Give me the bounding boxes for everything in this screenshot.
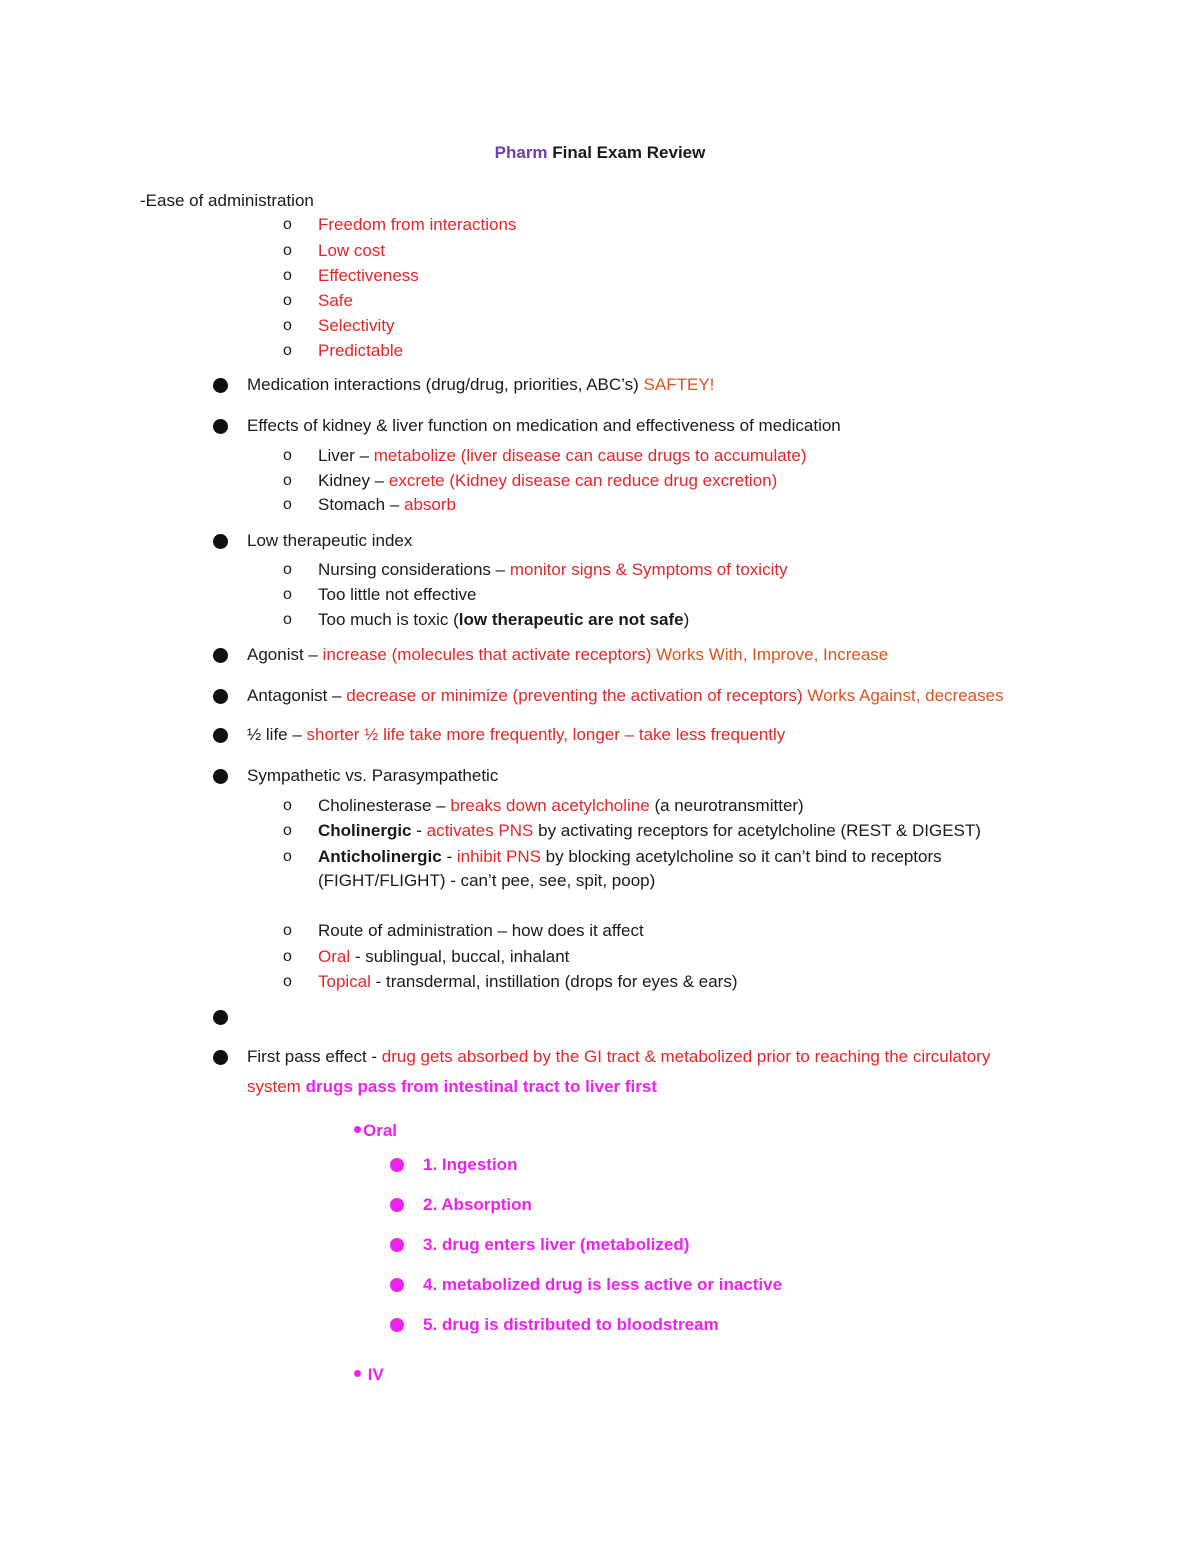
sub-bullet: o bbox=[283, 561, 292, 578]
ease-item-1: Freedom from interactions bbox=[318, 215, 517, 234]
title-pharm: Pharm bbox=[494, 143, 548, 162]
safety-text: SAFTEY! bbox=[643, 375, 715, 394]
pink-bullet bbox=[390, 1238, 404, 1252]
bullet-dot bbox=[213, 648, 228, 663]
sub-bullet: o bbox=[283, 973, 292, 990]
sub-bullet: o bbox=[283, 496, 292, 513]
oral-step-3: 3. drug enters liver (metabolized) bbox=[423, 1235, 690, 1254]
liver-desc: metabolize (liver disease can cause drugs to accumulate) bbox=[373, 446, 807, 465]
oral-step-5: 5. drug is distributed to bloodstream bbox=[423, 1315, 719, 1334]
bullet-dot bbox=[213, 769, 228, 784]
bullet-dot bbox=[213, 419, 228, 434]
small-dot bbox=[354, 1370, 361, 1377]
anticholinergic-red: inhibit PNS bbox=[456, 847, 541, 866]
sub-bullet: o bbox=[283, 922, 292, 939]
oral-desc: - sublingual, buccal, inhalant bbox=[350, 947, 570, 966]
liver-label: Liver – bbox=[318, 446, 374, 465]
antagonist-desc: decrease or minimize (preventing the activation of receptors) bbox=[346, 686, 808, 705]
agonist-desc: increase (molecules that activate receptors) bbox=[322, 645, 657, 664]
antagonist-label: Antagonist – bbox=[247, 686, 347, 705]
oral-step-4: 4. metabolized drug is less active or inactive bbox=[423, 1275, 783, 1294]
route-item: Route of administration – how does it affect bbox=[318, 921, 644, 940]
cholinesterase-desc: breaks down acetylcholine bbox=[450, 796, 650, 815]
agonist-label: Agonist – bbox=[247, 645, 323, 664]
oral-label: Oral bbox=[318, 947, 351, 966]
bullet-dot bbox=[213, 534, 228, 549]
cholinergic-dash: - bbox=[411, 821, 427, 840]
cholinergic-end: by activating receptors for acetylcholine (REST & DIGEST) bbox=[533, 821, 981, 840]
anticholinergic-label: Anticholinergic bbox=[318, 847, 442, 866]
ease-item-2: Low cost bbox=[318, 241, 386, 260]
topical-desc: - transdermal, instillation (drops for eyes & ears) bbox=[370, 972, 738, 991]
sub-bullet: o bbox=[283, 342, 292, 359]
cholinergic-red: activates PNS bbox=[426, 821, 534, 840]
symp-heading: Sympathetic vs. Parasympathetic bbox=[247, 766, 499, 785]
sub-bullet: o bbox=[283, 216, 292, 233]
first-pass-note: drugs pass from intestinal tract to liver first bbox=[305, 1077, 657, 1096]
first-pass-item bbox=[247, 1046, 990, 1068]
sub-bullet: o bbox=[283, 848, 292, 865]
anticholinergic-line2: (FIGHT/FLIGHT) - can’t pee, see, spit, poop) bbox=[318, 871, 656, 890]
half-life-desc: shorter ½ life take more frequently, longer – take less frequently bbox=[306, 725, 786, 744]
sub-bullet: o bbox=[283, 472, 292, 489]
sub-bullet: o bbox=[283, 797, 292, 814]
kidney-item bbox=[318, 470, 777, 492]
agonist-note: Works With, Improve, Increase bbox=[656, 645, 889, 664]
oral-step-2: 2. Absorption bbox=[423, 1195, 532, 1214]
cholinesterase-label: Cholinesterase – bbox=[318, 796, 451, 815]
antagonist-note: Works Against, decreases bbox=[807, 686, 1004, 705]
bullet-dot bbox=[213, 728, 228, 743]
bullet-dot bbox=[213, 689, 228, 704]
oral-step-1: 1. Ingestion bbox=[423, 1155, 518, 1174]
sub-bullet: o bbox=[283, 822, 292, 839]
too-much-label: Too much is toxic ( bbox=[318, 610, 459, 629]
med-interactions-text: Medication interactions (drug/drug, priorities, ABC’s) bbox=[247, 375, 644, 394]
anticholinergic-end: by blocking acetylcholine so it can’t bind to receptors bbox=[540, 847, 942, 866]
nursing-label: Nursing considerations – bbox=[318, 560, 510, 579]
kidney-label: Kidney – bbox=[318, 471, 389, 490]
first-pass-label: First pass effect - bbox=[247, 1047, 382, 1066]
cholinergic-item bbox=[318, 820, 981, 842]
iv-heading-text: IV bbox=[363, 1365, 384, 1384]
ease-item-4: Safe bbox=[318, 291, 353, 310]
sub-bullet: o bbox=[283, 242, 292, 259]
sub-bullet: o bbox=[283, 447, 292, 464]
half-life-item bbox=[247, 724, 785, 746]
oral-route-item bbox=[318, 946, 569, 968]
antagonist-item bbox=[247, 685, 1004, 707]
stomach-label: Stomach – bbox=[318, 495, 404, 514]
topical-item bbox=[318, 971, 738, 993]
sub-bullet: o bbox=[283, 292, 292, 309]
anticholinergic-item bbox=[318, 846, 942, 868]
small-dot bbox=[354, 1126, 361, 1133]
cholinergic-label: Cholinergic bbox=[318, 821, 412, 840]
pink-bullet bbox=[390, 1158, 404, 1172]
oral-heading bbox=[354, 1120, 397, 1142]
sub-bullet: o bbox=[283, 586, 292, 603]
anticholinergic-dash: - bbox=[441, 847, 457, 866]
kidney-liver-heading: Effects of kidney & liver function on medication and effectiveness of medication bbox=[247, 416, 841, 435]
med-interactions bbox=[247, 374, 714, 396]
too-much-bold: low therapeutic are not safe bbox=[458, 610, 684, 629]
sub-bullet: o bbox=[283, 317, 292, 334]
too-much-end: ) bbox=[683, 610, 690, 629]
title-rest: Final Exam Review bbox=[547, 143, 706, 162]
ease-item-5: Selectivity bbox=[318, 316, 395, 335]
first-pass-line2 bbox=[247, 1076, 657, 1098]
iv-heading bbox=[354, 1364, 384, 1386]
half-life-label: ½ life – bbox=[247, 725, 307, 744]
nursing-item bbox=[318, 559, 788, 581]
kidney-desc: excrete (Kidney disease can reduce drug excretion) bbox=[388, 471, 778, 490]
pink-bullet bbox=[390, 1198, 404, 1212]
first-pass-desc: drug gets absorbed by the GI tract & metabolized prior to reaching the circulatory bbox=[381, 1047, 991, 1066]
agonist-item bbox=[247, 644, 888, 666]
stomach-item bbox=[318, 494, 456, 516]
first-pass-system: system bbox=[247, 1077, 306, 1096]
page-title bbox=[0, 142, 1200, 164]
sub-bullet: o bbox=[283, 611, 292, 628]
pink-bullet bbox=[390, 1318, 404, 1332]
too-much-item bbox=[318, 609, 689, 631]
bullet-dot-empty bbox=[213, 1010, 228, 1025]
ease-item-3: Effectiveness bbox=[318, 266, 419, 285]
ease-heading: -Ease of administration bbox=[140, 191, 314, 210]
bullet-dot bbox=[213, 1050, 228, 1065]
cholinesterase-end: (a neurotransmitter) bbox=[649, 796, 804, 815]
nursing-desc: monitor signs & Symptoms of toxicity bbox=[509, 560, 788, 579]
topical-label: Topical bbox=[318, 972, 371, 991]
stomach-desc: absorb bbox=[404, 495, 456, 514]
too-little-item: Too little not effective bbox=[318, 585, 477, 604]
low-ti-heading: Low therapeutic index bbox=[247, 531, 413, 550]
sub-bullet: o bbox=[283, 267, 292, 284]
ease-item-6: Predictable bbox=[318, 341, 404, 360]
bullet-dot bbox=[213, 378, 228, 393]
liver-item bbox=[318, 445, 807, 467]
cholinesterase-item bbox=[318, 795, 804, 817]
oral-heading-text: Oral bbox=[363, 1121, 398, 1140]
sub-bullet: o bbox=[283, 948, 292, 965]
pink-bullet bbox=[390, 1278, 404, 1292]
